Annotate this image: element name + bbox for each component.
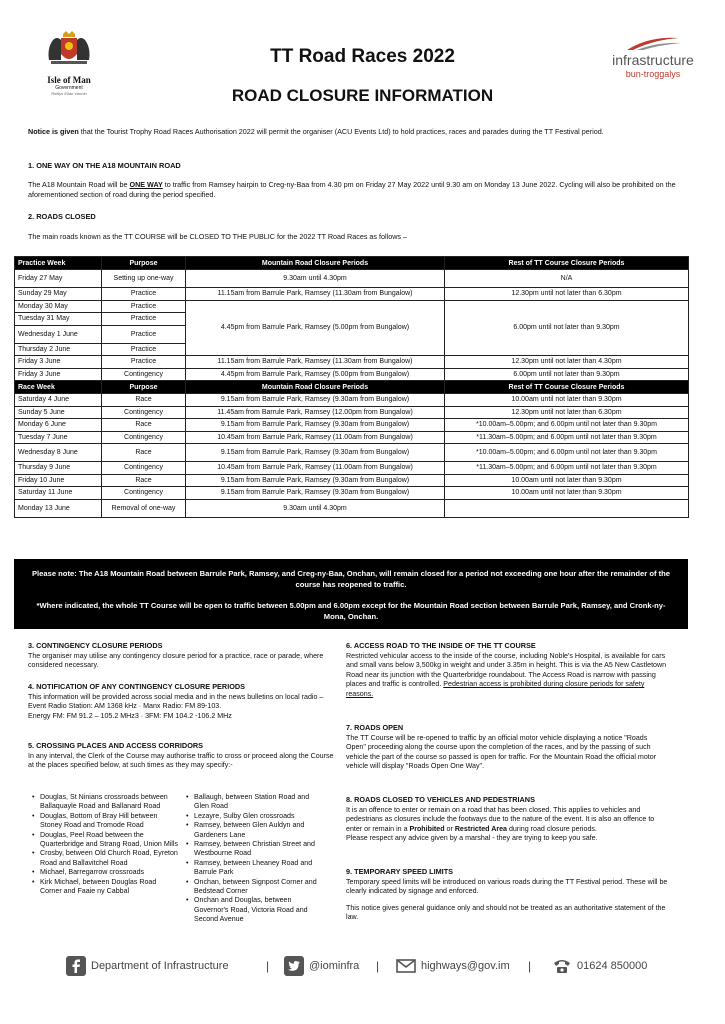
list-item: • Ramsey, between Christian Street and Westbourne Road	[186, 840, 326, 859]
row-purpose: Race	[102, 474, 186, 487]
row-rest: 12.30pm until not later than 6.30pm	[445, 406, 689, 419]
section3-text: The organiser may utilise any contingency closure period for a practice, race or parade, where considered necessary.	[28, 651, 324, 670]
table-row	[15, 431, 689, 444]
infrastructure-logo-name: infrastructure	[612, 52, 694, 68]
table-row	[15, 368, 689, 381]
row-rest: 10.00am until not later than 9.30pm	[445, 474, 689, 487]
section4-text: This information will be provided across social media and in the news bulletins on local radio –	[28, 692, 324, 701]
twitter-contact[interactable]	[284, 954, 359, 978]
row-purpose: Setting up one-way	[102, 270, 186, 288]
row-day: Friday 3 June	[15, 356, 102, 369]
row-rest: *10.00am–5.00pm; and 6.00pm until not later than 9.30pm	[445, 419, 689, 432]
page-subtitle: ROAD CLOSURE INFORMATION	[231, 86, 494, 105]
table-row	[15, 300, 689, 313]
twitter-icon	[284, 956, 304, 976]
row-mountain: 11.15am from Barrule Park, Ramsey (11.30am from Bungalow)	[186, 288, 445, 301]
table-row	[15, 444, 689, 462]
row-rest: N/A	[445, 270, 689, 288]
section7	[346, 723, 668, 772]
row-purpose: Practice	[102, 313, 186, 326]
row-day: Thursday 2 June	[15, 343, 102, 356]
list-item: • Douglas, Peel Road between the Quarterbridge and Strang Road, Union Mills	[32, 831, 178, 850]
note-open-window: *Where indicated, the whole TT Course will be open to traffic between 5.00pm and 6.00pm except for the Mountain Road section between Barrule Park, Ramsey, and Cronk-ny-Mona, Onchan.	[36, 601, 666, 621]
row-purpose: Race	[102, 419, 186, 432]
table-row	[15, 288, 689, 301]
section3	[28, 641, 336, 671]
row-mountain: 10.45am from Barrule Park, Ramsey (11.00am from Bungalow)	[186, 431, 445, 444]
list-item: • Onchan, between Signpost Corner and Bedstead Corner	[186, 878, 326, 897]
table-row	[15, 394, 689, 407]
section9-heading: 9. TEMPORARY SPEED LIMITS	[346, 867, 454, 876]
section8-text-a: It is an offence to enter or remain on a road that has been closed. This applies to vehicles and pedestrians as closures include the footways due to the nature of the event. It is also an offence to enter or remain in a	[346, 805, 655, 833]
section3-heading: 3. CONTINGENCY CLOSURE PERIODS	[28, 641, 163, 650]
section1-heading: 1. ONE WAY ON THE A18 MOUNTAIN ROAD	[28, 161, 181, 170]
twitter-label: @iominfra	[309, 960, 360, 972]
row-mountain: 9.15am from Barrule Park, Ramsey (9.30am from Bungalow)	[186, 474, 445, 487]
row-rest: *11.30am–5.00pm; and 6.00pm until not later than 9.30pm	[445, 462, 689, 475]
row-purpose: Race	[102, 444, 186, 462]
section1-text-a: The A18 Mountain Road will be	[28, 180, 130, 189]
table-row	[15, 474, 689, 487]
notice-text: that the Tourist Trophy Road Races Authorisation 2022 will permit the organiser (ACU Events Ltd) to hold practices, races and parades during the TT Festival period.	[78, 127, 604, 136]
guidance-disclaimer: This notice gives general guidance only and should not be treated as an authoritative statement of the law.	[346, 903, 666, 922]
col-header-purpose: Purpose	[102, 381, 186, 394]
practice-header-row	[15, 257, 689, 270]
row-day: Monday 30 May	[15, 300, 102, 313]
row-day: Friday 10 June	[15, 474, 102, 487]
section6-body: Restricted vehicular access to the inside of the course, including Noble's Hospital, is available for cars and small vans below 3,500kg in weight and under 3.35m in height. This is via the A5 New Castletown Road near its junction with the Quarterbridge roundabout. The Access Road is narrow with passing places and traffic is controlled.	[346, 651, 667, 689]
facebook-icon	[66, 956, 86, 976]
row-day: Saturday 4 June	[15, 394, 102, 407]
race-header-row	[15, 381, 689, 394]
row-mountain: 9.15am from Barrule Park, Ramsey (9.30am from Bungalow)	[186, 487, 445, 500]
section8-mid: or	[444, 824, 455, 833]
section5-text: In any interval, the Clerk of the Course may authorise traffic to cross or proceed along the Course at the places specified below, at such times as they may specify:-	[28, 751, 334, 770]
table-row	[15, 356, 689, 369]
row-day: Sunday 5 June	[15, 406, 102, 419]
row-day: Wednesday 1 June	[15, 325, 102, 343]
section6-text	[346, 652, 668, 700]
row-day: Friday 27 May	[15, 270, 102, 288]
list-item: • Michael, Barregarrow crossroads	[32, 868, 178, 877]
row-rest-empty	[445, 499, 689, 517]
row-purpose: Practice	[102, 343, 186, 356]
pedestrian-access-warning: Pedestrian access is prohibited during closure periods for safety reasons.	[346, 680, 645, 698]
footer-separator: |	[376, 959, 380, 973]
list-item: • Lezayre, Sulby Glen crossroads	[186, 812, 326, 821]
row-day: Friday 3 June	[15, 368, 102, 381]
row-mountain: 9.15am from Barrule Park, Ramsey (9.30am from Bungalow)	[186, 394, 445, 407]
road-closure-table	[14, 256, 689, 518]
section8-heading: 8. ROADS CLOSED TO VEHICLES AND PEDESTRIANS	[346, 795, 535, 804]
row-day: Thursday 9 June	[15, 462, 102, 475]
section1-text-b: to traffic from Ramsey hairpin to Creg-ny-Baa from 4.30 pm on Friday 27 May 2022 until 9.30 am on Monday 13 June 2022. Cycling will also be prohibited on the aforementioned section of road during the period specified.	[28, 180, 676, 199]
row-rest: *11.30am–5.00pm; and 6.00pm until not later than 9.30pm	[445, 431, 689, 444]
row-purpose: Contingency	[102, 462, 186, 475]
list-item: • Crosby, between Old Church Road, Eyreton Road and Ballavitchel Road	[32, 849, 178, 868]
section5	[28, 741, 336, 771]
email-icon	[396, 956, 416, 976]
row-mountain: 9.30am until 4.30pm	[186, 270, 445, 288]
row-rest: 12.30pm until not later than 4.30pm	[445, 356, 689, 369]
important-notes-box	[14, 559, 688, 629]
row-mountain: 9.30am until 4.30pm	[186, 499, 445, 517]
section8-text-b: during road closure periods.	[507, 824, 597, 833]
table-row	[15, 406, 689, 419]
contact-footer	[66, 954, 686, 978]
section4	[28, 682, 336, 721]
radio-stations-1: Event Radio Station: AM 1368 kHz · Manx Radio: FM 89-103.	[28, 702, 222, 711]
section8	[346, 795, 668, 844]
one-way-emphasis: ONE WAY	[129, 180, 163, 189]
crossing-list-left	[32, 793, 178, 896]
col-header-purpose: Purpose	[102, 257, 186, 270]
row-purpose: Practice	[102, 325, 186, 343]
row-day: Monday 6 June	[15, 419, 102, 432]
facebook-label: Department of Infrastructure	[91, 960, 229, 972]
section9	[346, 867, 668, 923]
list-item: • Douglas, St Ninians crossroads between Ballaquayle Road and Ballanard Road	[32, 793, 178, 812]
section8-text	[346, 806, 668, 835]
table-row	[15, 462, 689, 475]
row-day: Tuesday 31 May	[15, 313, 102, 326]
row-purpose: Contingency	[102, 406, 186, 419]
row-purpose: Contingency	[102, 368, 186, 381]
iom-logo-line2: Government	[55, 85, 83, 91]
row-rest: 6.00pm until not later than 9.30pm	[445, 368, 689, 381]
row-mountain: 11.45am from Barrule Park, Ramsey (12.00pm from Bungalow)	[186, 406, 445, 419]
row-purpose: Contingency	[102, 431, 186, 444]
section9-text: Temporary speed limits will be introduced on various roads during the TT Festival period. These will be clearly indicated by signage and enforced.	[346, 877, 668, 896]
col-header-rest: Rest of TT Course Closure Periods	[445, 381, 689, 394]
table-row	[15, 419, 689, 432]
row-purpose: Practice	[102, 356, 186, 369]
section7-text: The TT Course will be re-opened to traffic by an official motor vehicle displaying a notice "Roads Open" proceeding along the course upon the completion of the races, and by the passing of such vehicle the part of the course so passed is open for traffic. For the Mountain Road the official motor vehicle will display "Roads Open One Way".	[346, 733, 657, 771]
email-label: highways@gov.im	[421, 960, 510, 972]
infrastructure-swoosh-icon	[623, 34, 683, 52]
restricted-area-emphasis: Restricted Area	[454, 824, 507, 833]
col-header-week: Race Week	[15, 381, 102, 394]
row-rest: *10.00am–5.00pm; and 6.00pm until not later than 9.30pm	[445, 444, 689, 462]
row-day: Saturday 11 June	[15, 487, 102, 500]
row-day: Tuesday 7 June	[15, 431, 102, 444]
row-rest: 10.00am until not later than 9.30pm	[445, 487, 689, 500]
table-row	[15, 487, 689, 500]
row-rest: 12.30pm until not later than 6.30pm	[445, 288, 689, 301]
radio-stations-2: Energy FM: FM 91.2 – 105.2 MHz3 · 3FM: FM 104.2 -106.2 MHz	[28, 711, 232, 720]
row-purpose: Practice	[102, 288, 186, 301]
section5-heading: 5. CROSSING PLACES AND ACCESS CORRIDORS	[28, 741, 204, 750]
row-mountain: 9.15am from Barrule Park, Ramsey (9.30am from Bungalow)	[186, 444, 445, 462]
list-item: • Ballaugh, between Station Road and Glen Road	[186, 793, 326, 812]
merged-mountain-cell: 4.45pm from Barrule Park, Ramsey (5.00pm from Bungalow)	[186, 300, 445, 356]
col-header-week: Practice Week	[15, 257, 102, 270]
row-mountain: 4.45pm from Barrule Park, Ramsey (5.00pm from Bungalow)	[186, 368, 445, 381]
notice-paragraph	[28, 127, 696, 137]
page-title: TT Road Races 2022	[270, 46, 455, 67]
note-mountain-road: Please note: The A18 Mountain Road between Barrule Park, Ramsey, and Creg-ny-Baa, Onchan, will remain closed for a period not exceeding one hour after the remainder of the course has reopened to traffic.	[31, 569, 671, 589]
row-purpose: Contingency	[102, 487, 186, 500]
iom-logo-line3: Reiltys Ellan Vannin	[51, 91, 87, 96]
row-rest: 10.00am until not later than 9.30pm	[445, 394, 689, 407]
email-contact[interactable]	[396, 954, 510, 978]
section2-text: The main roads known as the TT COURSE will be CLOSED TO THE PUBLIC for the 2022 TT Road Races as follows –	[28, 232, 407, 241]
section1-text	[28, 180, 696, 200]
phone-icon	[552, 956, 572, 976]
section7-heading: 7. ROADS OPEN	[346, 723, 404, 732]
notice-lead: Notice is given	[28, 127, 79, 136]
page-header	[0, 0, 725, 120]
footer-separator: |	[528, 959, 532, 973]
infrastructure-logo	[598, 34, 708, 80]
phone-label: 01624 850000	[577, 960, 648, 972]
list-item: • Onchan and Douglas, between Governor's Road, Victoria Road and Second Avenue	[186, 896, 326, 924]
list-item: • Kirk Michael, between Douglas Road Corner and Faaie ny Cabbal	[32, 878, 178, 897]
merged-rest-cell: 6.00pm until not later than 9.30pm	[445, 300, 689, 356]
section6	[346, 641, 668, 700]
row-day: Wednesday 8 June	[15, 444, 102, 462]
row-mountain: 11.15am from Barrule Park, Ramsey (11.30am from Bungalow)	[186, 356, 445, 369]
list-item: • Douglas, Bottom of Bray Hill between Stoney Road and Tromode Road	[32, 812, 178, 831]
section8-marshal-advice: Please respect any advice given by a marshal - they are trying to keep you safe.	[346, 834, 598, 843]
section4-heading: 4. NOTIFICATION OF ANY CONTINGENCY CLOSURE PERIODS	[28, 682, 246, 691]
iom-logo-line1: Isle of Man	[47, 75, 91, 85]
list-item: • Ramsey, between Glen Auldyn and Gardeners Lane	[186, 821, 326, 840]
section2-heading: 2. ROADS CLOSED	[28, 212, 96, 221]
crossing-list-right	[186, 793, 326, 925]
col-header-mountain: Mountain Road Closure Periods	[186, 257, 445, 270]
row-mountain: 10.45am from Barrule Park, Ramsey (11.00am from Bungalow)	[186, 462, 445, 475]
row-day: Sunday 29 May	[15, 288, 102, 301]
row-purpose: Race	[102, 394, 186, 407]
infrastructure-logo-sub: bun-troggalys	[625, 69, 681, 79]
table-row	[15, 499, 689, 517]
prohibited-emphasis: Prohibited	[409, 824, 445, 833]
row-day: Monday 13 June	[15, 499, 102, 517]
list-item: • Ramsey, between Lheaney Road and Barrule Park	[186, 859, 326, 878]
section6-heading: 6. ACCESS ROAD TO THE INSIDE OF THE TT COURSE	[346, 641, 536, 650]
row-mountain: 9.15am from Barrule Park, Ramsey (9.30am from Bungalow)	[186, 419, 445, 432]
footer-separator: |	[266, 959, 270, 973]
facebook-contact[interactable]	[66, 954, 229, 978]
col-header-mountain: Mountain Road Closure Periods	[186, 381, 445, 394]
col-header-rest: Rest of TT Course Closure Periods	[445, 257, 689, 270]
row-purpose: Removal of one-way	[102, 499, 186, 517]
row-purpose: Practice	[102, 300, 186, 313]
phone-contact[interactable]	[552, 954, 647, 978]
table-row	[15, 270, 689, 288]
